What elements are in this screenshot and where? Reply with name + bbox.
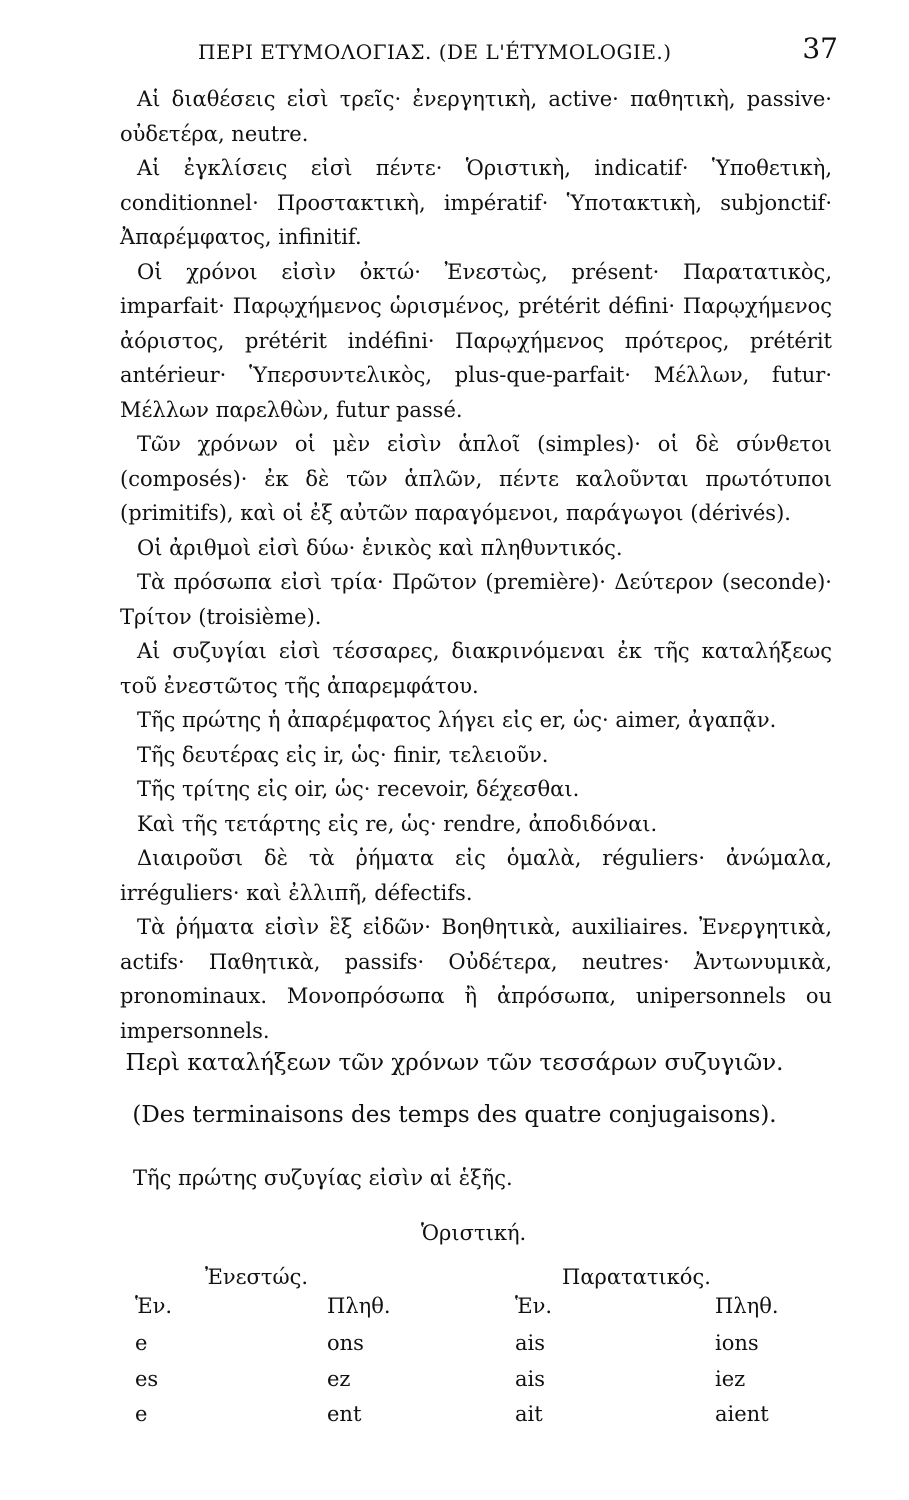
table-header-plural: Πληθ.	[715, 1294, 779, 1318]
paragraph-moods: Αἱ ἐγκλίσεις εἰσὶ πέντε· Ὁριστικὴ, indicatif· Ὑποθετικὴ, conditionnel· Προστακτικὴ, impératif· Ὑποτακτικὴ, subjonctif· Ἀπαρέμφατος, infinitif.	[120, 156, 832, 249]
paragraph-fourth-conjugation: Καὶ τῆς τετάρτης εἰς re, ὡς· rendre, ἀποδιδόναι.	[137, 811, 658, 836]
paragraph-verb-regularity: Διαιροῦσι δὲ τὰ ῥήματα εἰς ὁμαλὰ, réguliers· ἀνώμαλα, irréguliers· καὶ ἐλλιπῆ, défectifs.	[120, 846, 832, 905]
paragraph-conjugations: Αἱ συζυγίαι εἰσὶ τέσσαρες, διακρινόμεναι ἐκ τῆς καταλήξεως τοῦ ἐνεστῶτος τῆς ἀπαρεμφάτου.	[120, 639, 832, 698]
table-cell: ions	[715, 1331, 759, 1355]
table-cell: ons	[327, 1331, 364, 1355]
table-cell: ais	[515, 1331, 546, 1355]
page-number: 37	[802, 32, 838, 65]
section-title-french: (Des terminaisons des temps des quatre conjugaisons).	[132, 1102, 777, 1128]
mood-label-indicative: Ὁριστική.	[421, 1221, 527, 1245]
paragraph-first-conjugation: Τῆς πρώτης ἡ ἀπαρέμφατος λήγει εἰς er, ὡς· aimer, ἀγαπᾷν.	[137, 708, 777, 732]
table-header-plural: Πληθ.	[327, 1294, 391, 1318]
paragraph-third-conjugation: Τῆς τρίτης εἰς oir, ὡς· recevoir, δέχεσθαι.	[137, 777, 580, 801]
table-cell: ez	[327, 1367, 351, 1391]
table-header-singular: Ἑν.	[135, 1294, 173, 1318]
table-cell: iez	[715, 1367, 746, 1391]
first-conjugation-intro: Τῆς πρώτης συζυγίας εἰσὶν αἱ ἑξῆς.	[133, 1166, 513, 1190]
paragraph-simple-compound: Τῶν χρόνων οἱ μὲν εἰσὶν ἁπλοῖ (simples)· οἱ δὲ σύνθετοι (composés)· ἐκ δὲ τῶν ἁπλῶν, πέντε καλοῦνται πρωτότυποι (primitifs), καὶ οἱ ἐξ αὐτῶν παραγόμενοι, παράγωγοι (dérivés).	[120, 432, 832, 525]
table-cell: e	[135, 1402, 148, 1426]
paragraph-verb-kinds: Τὰ ῥήματα εἰσὶν ἓξ εἰδῶν· Βοηθητικὰ, auxiliaires. Ἐνεργητικὰ, actifs· Παθητικὰ, passifs· Οὐδέτερα, neutres· Ἀντωνυμικὰ, pronominaux. Μονοπρόσωπα ἢ ἀπρόσωπα, unipersonnels ou impersonnels.	[120, 915, 832, 1043]
tense-label-imperfect: Παρατατικός.	[562, 1265, 711, 1289]
table-cell: ent	[327, 1402, 362, 1426]
tense-label-present: Ἐνεστώς.	[205, 1265, 309, 1289]
table-cell: ais	[515, 1367, 546, 1391]
section-title-greek: Περὶ καταλήξεων τῶν χρόνων τῶν τεσσάρων συζυγιῶν.	[125, 1050, 784, 1076]
paragraph-voices: Αἱ διαθέσεις εἰσὶ τρεῖς· ἐνεργητικὴ, active· παθητικὴ, passive· οὐδετέρα, neutre.	[120, 87, 832, 146]
body-text	[120, 82, 832, 1048]
table-cell: ait	[515, 1402, 543, 1426]
table-cell: es	[135, 1367, 159, 1391]
header-title: ΠΕΡΙ ΕΤΥΜΟΛΟΓΙΑΣ. (DE L'ÉTYMOLOGIE.)	[198, 40, 672, 64]
paragraph-tenses: Οἱ χρόνοι εἰσὶν ὀκτώ· Ἐνεστὼς, présent· Παρατατικὸς, imparfait· Παρῳχήμενος ὡρισμένος, prétérit défini· Παρῳχήμενος ἀόριστος, prétérit indéfini· Παρῳχήμενος πρότερος, prétérit antérieur· Ὑπερσυντελικὸς, plus-que-parfait· Μέλλων, futur· Μέλλων παρελθὼν, futur passé.	[120, 259, 832, 422]
table-header-singular: Ἑν.	[515, 1294, 553, 1318]
table-cell: aient	[715, 1402, 769, 1426]
table-cell: e	[135, 1331, 148, 1355]
paragraph-numbers: Οἱ ἀριθμοὶ εἰσὶ δύω· ἑνικὸς καὶ πληθυντικός.	[137, 535, 623, 560]
paragraph-persons: Τὰ πρόσωπα εἰσὶ τρία· Πρῶτον (première)· Δεύτερον (seconde)· Τρίτον (troisième).	[120, 570, 832, 629]
running-header	[198, 32, 838, 72]
paragraph-second-conjugation: Τῆς δευτέρας εἰς ir, ὡς· finir, τελειοῦν.	[137, 742, 549, 767]
